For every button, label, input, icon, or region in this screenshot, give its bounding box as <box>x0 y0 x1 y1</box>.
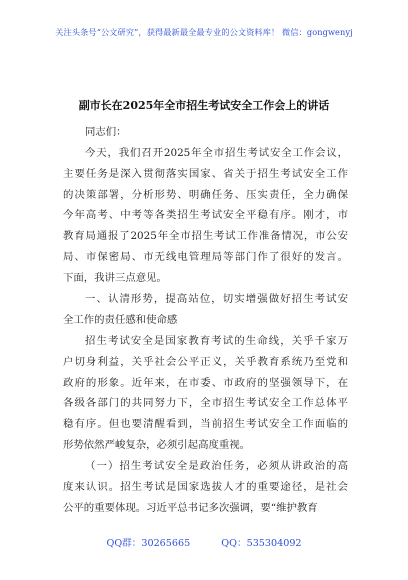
footer-qq: QQ：535304092 <box>221 538 302 549</box>
paragraph-line: 各级各部门的共同努力下，全市招生考试安全工作总体平 <box>63 397 348 410</box>
paragraph-line: 局、市保密局、市无线电管理局等部门作了很好的发言。 <box>63 250 348 263</box>
salutation: 同志们： <box>85 126 127 138</box>
paragraph-line: 公平的重要体现。习近平总书记多次强调，要“维护教育 <box>63 501 318 514</box>
paragraph-line: 教育局通报了2025年全市招生考试工作准备情况，市公安 <box>63 230 348 243</box>
paragraph-line: 政府的形象。近年来，在市委、市政府的坚强领导下，在 <box>63 376 348 389</box>
paragraph-line: 的决策部署，分析形势、明确任务、压实责任，全力确保 <box>63 188 348 201</box>
paragraph-1 <box>63 143 348 289</box>
paragraph-line: 形势依然严峻复杂，必须引起高度重视。 <box>63 438 251 451</box>
footer-contact <box>0 535 408 549</box>
paragraph-line: 招生考试安全是国家教育考试的生命线，关乎千家万 <box>85 335 348 347</box>
paragraph-line: 下面，我讲三点意见。 <box>63 271 167 284</box>
header-promo-note: 关注头条号“公文研究”，获得最新最全最专业的公文资料库！ 微信：gongwenyj <box>55 27 353 37</box>
paragraph-line: 稳有序。但也要清醒看到，当前招生考试安全工作面临的 <box>63 418 348 431</box>
paragraph-line: 度来认识。招生考试是国家选拔人才的重要途径，是社会 <box>63 480 348 493</box>
footer-qq-group: QQ群：30265665 <box>106 538 191 549</box>
paragraph-line: （一）招生考试安全是政治任务，必须从讲政治的高 <box>85 460 348 472</box>
section-heading-1 <box>63 289 348 331</box>
paragraph-3 <box>63 456 348 518</box>
document-title: 副市长在2025年全市招生考试安全工作会上的讲话 <box>78 99 330 112</box>
paragraph-line: 全工作的责任感和使命感 <box>63 313 178 326</box>
paragraph-line: 户切身利益，关乎社会公平正义，关乎教育系统乃至党和 <box>63 355 348 368</box>
paragraph-line: 主要任务是深入贯彻落实国家、省关于招生考试安全工作 <box>63 167 348 180</box>
paragraph-line: 一、认清形势，提高站位，切实增强做好招生考试安 <box>85 293 348 305</box>
paragraph-2 <box>63 331 348 456</box>
paragraph-line: 今年高考、中考等各类招生考试安全平稳有序。刚才，市 <box>63 209 348 222</box>
paragraph-line: 今天，我们召开2025年全市招生考试安全工作会议， <box>85 147 348 159</box>
